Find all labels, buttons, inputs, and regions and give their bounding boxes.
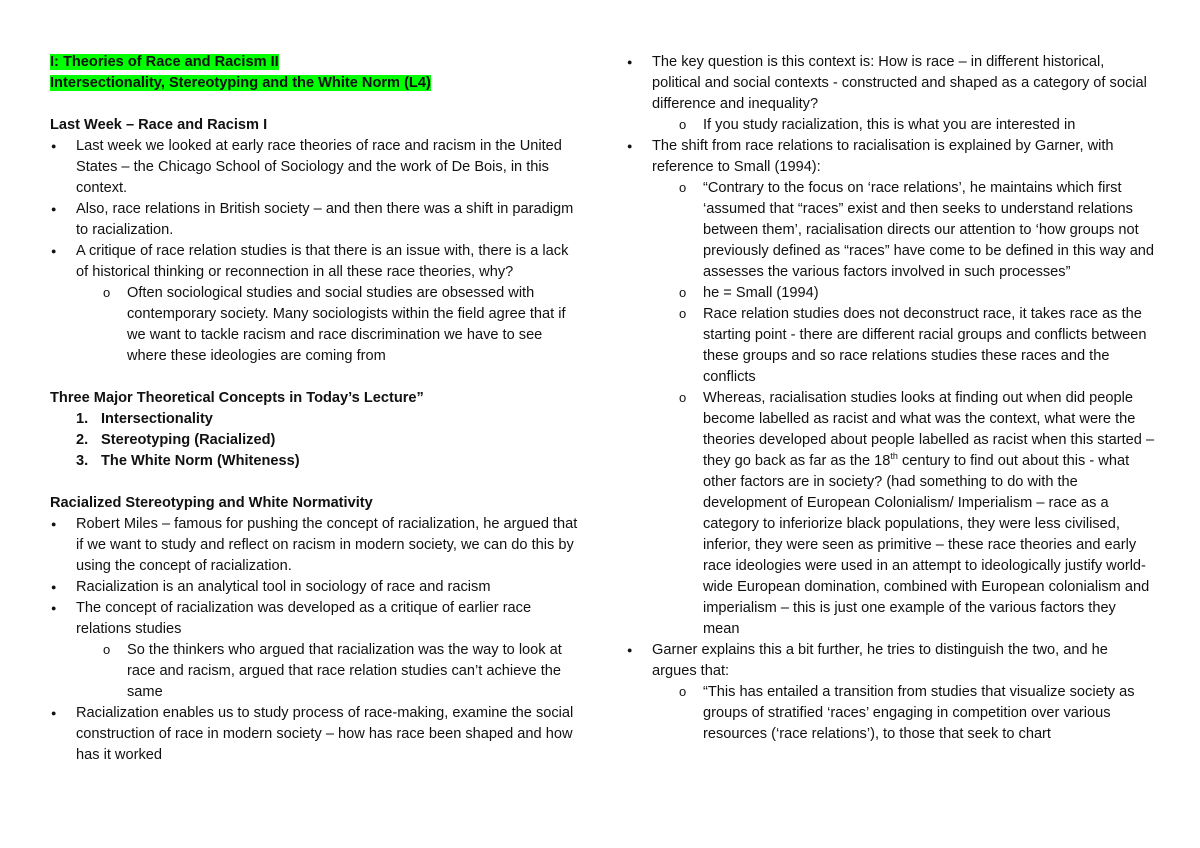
list-item: ● Racialization is an analytical tool in sociology of race and racism — [76, 577, 580, 598]
concept-item: 2. Stereotyping (Racialized) — [76, 432, 276, 448]
document-title — [50, 52, 580, 73]
list-item — [652, 136, 1156, 640]
list-item: ● Last week we looked at early race theories of race and racism in the United States – the Chicago School of Sociology and the work of De Bois, in this context. — [76, 136, 580, 199]
list-item — [652, 52, 1156, 136]
title-line-2: Intersectionality, Stereotyping and the White Norm (L4) — [50, 75, 431, 91]
list-item-text: The shift from race relations to racialisation is explained by Garner, with reference to Small (1994): — [652, 138, 1114, 175]
list-item-text: A critique of race relation studies is that there is an issue with, there is a lack of historical thinking or reconnection in all these race theories, why? — [76, 243, 569, 280]
sub-list-item: o “This has entailed a transition from studies that visualize society as groups of stratified ‘races’ engaging in competition over various resources (‘race relations’), to those that seek to chart — [703, 682, 1156, 745]
list-item: ● Also, race relations in British society – and then there was a shift in paradigm to racialization. — [76, 199, 580, 241]
sub-list-item: o So the thinkers who argued that racialization was the way to look at race and racism, argued that race relation studies can’t achieve the same — [127, 640, 580, 703]
sub-list-item: o Race relation studies does not deconstruct race, it takes race as the starting point - there are different racial groups and conflicts between these groups and so race relations studies these races and the conflicts — [703, 304, 1156, 388]
concept-item: 1. Intersectionality — [76, 411, 213, 427]
left-column — [50, 52, 580, 766]
list-item-text: Garner explains this a bit further, he tries to distinguish the two, and he argues that: — [652, 642, 1108, 679]
list-item — [652, 640, 1156, 745]
right-list — [626, 52, 1156, 745]
sub-list-item: o Often sociological studies and social studies are obsessed with contemporary society. Many sociologists within the field agree that if we want to tackle racism and race discrimination we have to see where these ideologies are coming from — [127, 283, 580, 367]
sub-list-item: o he = Small (1994) — [703, 283, 1156, 304]
right-column — [626, 52, 1156, 745]
racialized-stereotyping-list — [50, 514, 580, 766]
sub-list — [76, 283, 580, 367]
sub-list — [76, 640, 580, 703]
title-line-1: I: Theories of Race and Racism II — [50, 54, 279, 70]
list-item: ● Robert Miles – famous for pushing the concept of racialization, he argued that if we want to study and reflect on racism in modern society, we can do this by using the concept of racialization. — [76, 514, 580, 577]
sub-list — [652, 682, 1156, 745]
document-subtitle — [50, 73, 580, 94]
racialized-stereotyping-heading: Racialized Stereotyping and White Normativity — [50, 495, 373, 511]
concepts-heading: Three Major Theoretical Concepts in Today’s Lecture” — [50, 390, 424, 406]
sub-list — [652, 115, 1156, 136]
list-item — [76, 598, 580, 703]
list-item — [76, 241, 580, 367]
last-week-list — [50, 136, 580, 367]
sub-list-item: o Whereas, racialisation studies looks at finding out when did people become labelled as racist and what was the context, what were the theories developed about people labelled as racist when this started – they go back as far as the 18th century to find out about this - what other factors are in society? (had something to do with the development of European Colonialism/ Imperialism – race as a category to inferiorize black populations, they were less civilised, inferior, they were seen as primitive – these race theories and early race ideologies were used in an attempt to ideologically justify world-wide European domination, combined with European colonialism and imperialism – this is just one example of the various factors they mean — [703, 388, 1156, 640]
sub-list — [652, 178, 1156, 640]
sub-list-item: o “Contrary to the focus on ‘race relations’, he maintains which first ‘assumed that “races” exist and then seeks to understand relations between them’, racialisation directs our attention to ‘how groups not previously defined as “races” have come to be defined in this way and assesses the various factors involved in such processes” — [703, 178, 1156, 283]
last-week-heading: Last Week – Race and Racism I — [50, 117, 268, 133]
sub-list-item: o If you study racialization, this is what you are interested in — [703, 115, 1156, 136]
concept-item: 3. The White Norm (Whiteness) — [76, 453, 300, 469]
list-item-text: The concept of racialization was developed as a critique of earlier race relations studies — [76, 600, 532, 637]
concepts-list — [50, 409, 580, 472]
list-item-text: The key question is this context is: How is race – in different historical, political and social contexts - constructed and shaped as a category of social difference and inequality? — [652, 54, 1147, 112]
list-item: ● Racialization enables us to study process of race-making, examine the social construction of race in modern society – how has race been shaped and how has it worked — [76, 703, 580, 766]
